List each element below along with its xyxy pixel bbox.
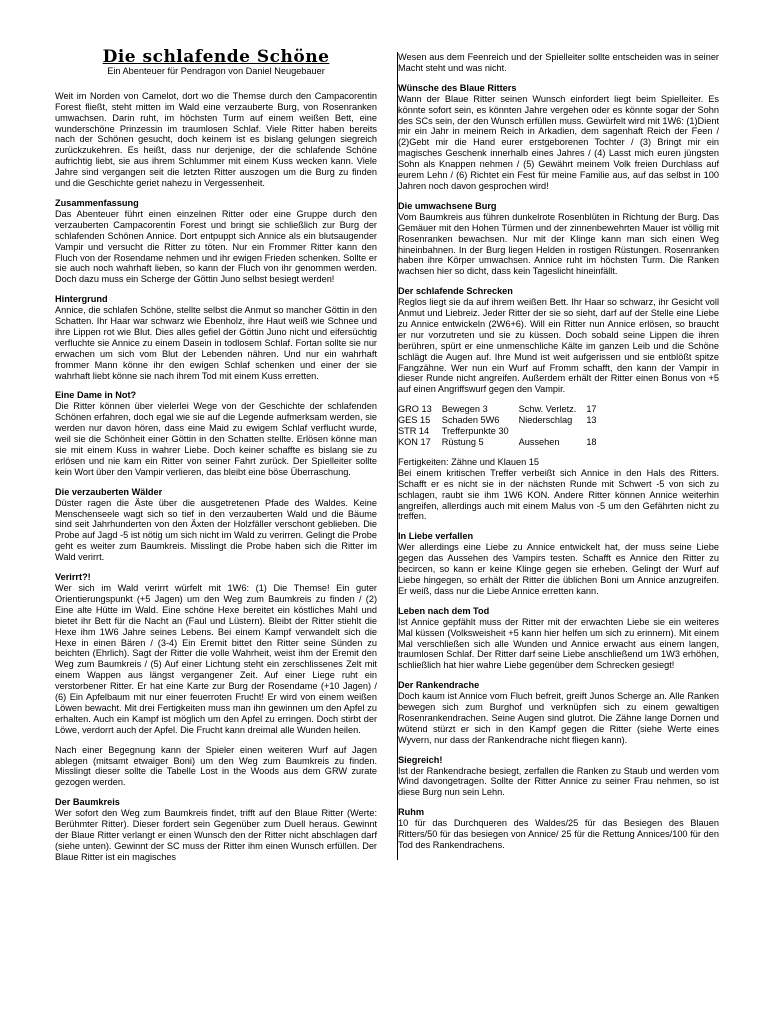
continued-paragraph: Wesen aus dem Feenreich und der Spielleiter sollte entscheiden was in seiner Macht steht und was nicht. [398,52,719,73]
section-text: Reglos liegt sie da auf ihrem weißen Bett. Ihr Haar so schwarz, ihr Gesicht voll Anmut und Liebreiz. Jeder Ritter der sie so sieht, darf auf der Stelle eine Liebe zu Annice entwickeln (2W6+6). Will ein Ritter nun Annice erlösen, so braucht er nur vorzutreten und sie zu küssen. Doch sobald seine Lippen die ihren berühren, spürt er eine unmenschliche Kälte im ganzen Leib und die Schöne schlägt die Augen auf. Ihre Mund ist weit aufgerissen und sie entblößt spitze Fangzähne. Wer nun ein Wurf auf Fromm schafft, den kann der Vampir in dieser Runde nicht angreifen. Außerdem erhält der Ritter einen Bonus von +5 auf einen Angriffswurf gegen den Vampir. [398,297,719,395]
stat-cell: 18 [586,437,597,447]
section-text: Ist der Rankendrache besiegt, zerfallen die Ranken zu Staub und werden vom Wind davongetragen. Sollte der Ritter Annice zu seiner Frau nehmen, so ist diese Burg nun sein Lehn. [398,765,719,798]
stat-cell: Schaden 5W6 [441,415,500,426]
section [55,390,377,477]
section-heading: Die verzauberten Wälder [55,486,163,497]
stat-cell: Rüstung 5 [441,437,484,447]
section-text: Doch kaum ist Annice vom Fluch befreit, greift Junos Scherge an. Alle Ranken bewegen sich zum Burghof und verknüpfen sich zu einem gewaltigen Rosenrankendrachen. Seine Augen sind glutrot. Die Zähne lange Dornen und wütend stürzt er sich in den Kampf gegen die Ritter (siehe Werte eines Wyvern, nur dass der Rankendrache nicht fliegen kann). [398,691,719,745]
stat-row [398,404,607,415]
section-heading: Der schlafende Schrecken [398,286,513,297]
section-text: Ist Annice gepfählt muss der Ritter mit der erwachten Liebe sie ein weiteres Mal küssen (Volksweisheit +5 kann hier helfen um sich zu erinnern). Mit einem Mal verschließen sich alle Wunden und Annice erwacht aus einem langen, traumlosen Schlaf. Der Ritter darf seine Liebe anschließend um 1W3 erhöhen, schließlich hat hier wahre Liebe gegenüber dem Schrecken gesiegt! [398,616,719,671]
section-heading: In Liebe verfallen [398,531,474,542]
section-text: Das Abenteuer führt einen einzelnen Ritter oder eine Gruppe durch den verzauberten Campacorentin Forest und bringt sie schließlich zur Burg der schlafenden Schönen Annice. Dort entpuppt sich Annice als ein blutsaugender Vampir und versucht die Ritter zu töten. Nur ein Frommer Ritter kann den Fluch von der Rosendame nehmen und ihr ewigen Frieden schenken. Sollte er sie auch noch wahrhaft lieben, so kann der Fluch von ihr genommen werden. Doch dazu muss ein Scherge der Göttin Juno selbst besiegt werden! [55,208,377,285]
stat-cell: GRO 13 [398,404,432,415]
section-heading: Wünsche des Blaue Ritters [398,82,517,93]
section-heading: Der Baumkreis [55,797,120,808]
stat-cell: GES 15 [398,415,431,426]
fight-line: Bei einem kritischen Treffer verbeißt sich Annice in den Hals des Ritters. Schafft er es nicht sie in der nächsten Runde mit Schwert -5 von sich zu schlagen, raubt sie ihm 1W6 KON. Andere Ritter können Annice weiterhin angreifen, allerdings auch mit einem Malus von -5 um den Gefährten nicht zu treffen. [398,467,719,522]
section [55,198,377,285]
stat-cell: Bewegen 3 [441,404,488,415]
section-text: Annice, die schlafen Schöne, stellte selbst die Anmut so mancher Göttin in den Schatten. Ihr Haar war schwarz wie Ebenholz, ihre Haut weiß wie Schnee und ihre Lippen rot wie Blut. Dies alles gefiel der Göttin Juno nicht und eifersüchtig verfluchte sie Annice zu einem Dasein in todlosem Schlaf. Fortan sollte sie nur erwachen um sich vom Blut der Lebenden nähren. Und nur ein wahrhaft frommer Mann könne ihr den ewigen Schlaf schenken und einer der sie wahrhaft liebt könne sie nach ihrem Tod mit einem Kuss erretten. [55,305,377,381]
stat-row [398,437,607,448]
stat-row [398,426,607,437]
section-text: Wer sich im Wald verirrt würfelt mit 1W6: (1) Die Themse! Ein guter Orientierungspunkt (+5 Jagen) um den Weg zum Baumkreis zu finden / (2) Eine alte Hütte im Wald. Eine schöne Hexe bereitet ein köstliches Mahl und bietet ihr Bett für die Nacht an (Faul und Lüstern). Bleibt der Ritter stiehlt die Hexe ihm 1W6 Jahre seines Lebens. Bei einem Kampf verwandelt sich die Hexe in einen Bären / (3-4) Ein Eremit bittet den Ritter seine Sünden zu beichten (Ehrlich). Sagt der Ritter die volle Wahrheit, weist ihm der Eremit den Weg zum Baumkreis / (5) Auf einer Lichtung steht ein zerschlissenes Zelt mit einem Wappen aus längst vergangener Zeit. Auf einer Liege ruht ein verstorbener Ritter. Er hat eine Karte zur Burg der Rosendame (+10 Jagen) / (6) Ein Apfelbaum mit nur einer feuerroten Frucht! Er wird von einem weißen Löwen bewacht. Mit drei Fertigkeiten muss man ihn gewinnen um den Apfel zu erhalten. Auch ein Kampf ist möglich um den Apfel zu erringen. Doch stirbt der Löwe, verdorrt auch der Apfel. Die Frucht kann dreimal alle Wunden heilen. [55,582,377,735]
right-column [397,52,719,860]
section [55,294,377,381]
section [55,745,377,789]
right-sections-b [398,531,719,851]
document-subtitle: Ein Abenteuer für Pendragon von Daniel Neugebauer [107,65,325,76]
fight-line: Fertigkeiten: Zähne und Klauen 15 [398,456,539,467]
stat-cell: Aussehen [518,437,560,447]
fight-paragraph [398,457,719,522]
stat-cell: 13 [586,415,597,426]
section [398,83,719,192]
left-column [55,47,377,872]
intro-paragraph: Weit im Norden von Camelot, dort wo die Themse durch den Campacorentin Forest fließt, steht mitten im Wald eine verzauberte Burg, von Rosenranken umwachsen. Darin ruht, im höchsten Turm auf einem weißen Bett, eine wunderschöne Prinzessin im traumlosen Schlaf. Viele Ritter haben bereits nach der Schönen gesucht, doch keinem ist es bislang gelungen siegreich zurückzukehren. Es heißt, dass nur derjenige, der die schlafende Schöne aufrichtig liebt, sie aus ihrem Schlummer mit einem Kuss wecken kann. Viele Jahre sind vergangen seit die letzten Ritter auszogen um die Burg zu finden und die Geschichte geriet nahezu in Vergessenheit. [55,90,377,189]
section [55,797,377,862]
section-heading: Siegreich! [398,754,443,765]
stat-cell: Niederschlag [518,415,573,426]
section [398,606,719,671]
section-heading: Zusammenfassung [55,197,139,208]
stat-cell: STR 14 [398,426,430,437]
section [398,680,719,745]
vampire-stat-table [398,404,607,448]
section-heading: Eine Dame in Not? [55,390,137,401]
section [398,201,719,277]
section [55,487,377,563]
stat-cell: Trefferpunkte 30 [441,426,509,437]
stat-cell: 17 [586,404,597,415]
section-text: Vom Baumkreis aus führen dunkelrote Rosenblüten in Richtung der Burg. Das Gemäuer mit den Hohen Türmen und der zinnenbewehrten Mauer ist völlig mit Rosenranken bewachsen. Nur mit der Klinge kann man sich einen Weg hineinbahnen. In der Burg liegen Helden in rostigen Rüstungen. Rosenranken haben ihre Körper umwachsen. Annice ruht im höchsten Turm. Die Ranken wachsen hier so dicht, dass kein Tageslicht hineinfällt. [398,211,719,277]
section-text: Die Ritter können über vielerlei Wege von der Geschichte der schlafenden Schönen erfahren, doch egal wie sie auf die Legende aufmerksam werden, sie werden nur davon hören, dass eine Maid zu ewigem Schlaf verflucht wurde, weil sie die Schönheit einer Göttin in den Schatten stellte. Erlösen könne man sie mit einem Kuss in wahrer Liebe. Doch keiner schaffte es bislang sie zu erlösen und nie kam ein Ritter von seiner Fahrt zurück. Der Spielleiter sollte kein Wort über den Vampir verlieren, das bleibt eine böse Überraschung. [55,401,377,477]
section [398,807,719,851]
left-sections [55,198,377,863]
section-text: Wann der Blaue Ritter seinen Wunsch einfordert liegt beim Spielleiter. Es könnte sofort sein, es könnten Jahre vergehen oder es könnte sogar der Sohn des SCs sein, der den Wunsch erfüllen muss. Gewürfelt wird mit 1W6: (1)Dient mir ein Jahr in meinem Reich in Arkadien, dem sagenhaft Reich der Feen / (2)Gebt mir die Hand eurer erstgeborenen Tochter / (3) Bringt mir ein magisches Geschenk innerhalb eines Jahres / (4) Lasst mich euren jüngsten Sohn als Knappen nehmen / (5) Gewährt meinem Volk freien Durchlass auf eurem Lehn / (6) Richtet ein Fest für meine Familie aus, auf das selbst in 100 Jahren noch davon gesprochen wird! [398,93,720,191]
section-heading: Ruhm [398,807,425,818]
right-sections-a [398,83,719,395]
document-title: Die schlafende Schöne [102,47,330,67]
section-heading: Verirrt?! [55,572,91,583]
section [55,572,377,736]
section-heading: Leben nach dem Tod [398,605,490,616]
section-heading: Die umwachsene Burg [398,200,497,211]
section [398,755,719,799]
section-text: Wer allerdings eine Liebe zu Annice entwickelt hat, der muss seine Liebe gegen das Aussehen des Vampirs testen. Schafft es Annice den Ritter zu becircen, so kann er keine Klinge gegen sie erheben. Gelingt der Wurf auf Liebe hingegen, so erhält der Ritter die üblichen Boni um Annice anzugreifen. Er weiß, dass nur die Liebe Annice erretten kann. [398,542,719,596]
section [398,531,719,596]
section-text: Düster ragen die Äste über die ausgetretenen Pfade des Waldes. Keine Menschenseele wagt sich so tief in den verzauberten Wald und die Bäume sind seit Jahrhunderten von den Äxten der Holzfäller verschont geblieben. Die Probe auf Jagd -5 ist nötig um sich nicht im Wald zu verirren. Gelingt die Probe geht es weiter zum Baumkreis. Misslingt die Probe haben sich die Ritter im Wald verirrt. [55,497,377,563]
stat-cell: Schw. Verletz. [518,404,577,415]
stat-cell: KON 17 [398,437,431,447]
stat-row [398,415,607,426]
stat-cell [519,426,587,437]
section [398,286,719,395]
section-text: Wer sofort den Weg zum Baumkreis findet, trifft auf den Blaue Ritter (Werte: Berühmter Ritter). Dieser fordert sein Gegenüber zum Duell heraus. Gewinnt der Blaue Ritter verlangt er einen Wunsch den der Ritter nicht abschlagen darf (siehe unten). Gewinnt der SC muss der Ritter ihm einen Wunsch erfüllen. Der Blaue Ritter ist ein magisches [55,808,377,862]
stat-cell [586,426,606,437]
section-heading: Hintergrund [55,294,108,305]
section-heading: Der Rankendrache [398,680,480,691]
section-text: 10 für das Durchqueren des Waldes/25 für das Besiegen des Blauen Ritters/50 für das besiegen von Annice/ 25 für die Rettung Annices/100 für den Tod des Rankendrachens. [398,818,719,850]
section-text: Nach einer Begegnung kann der Spieler einen weiteren Wurf auf Jagen ablegen (mitsamt etwaiger Boni) um den Weg zum Baumkreis zu finden. Misslingt dieser sollte die Tabelle Lost in the Woods aus dem GRW zurate gezogen werden. [55,744,377,788]
